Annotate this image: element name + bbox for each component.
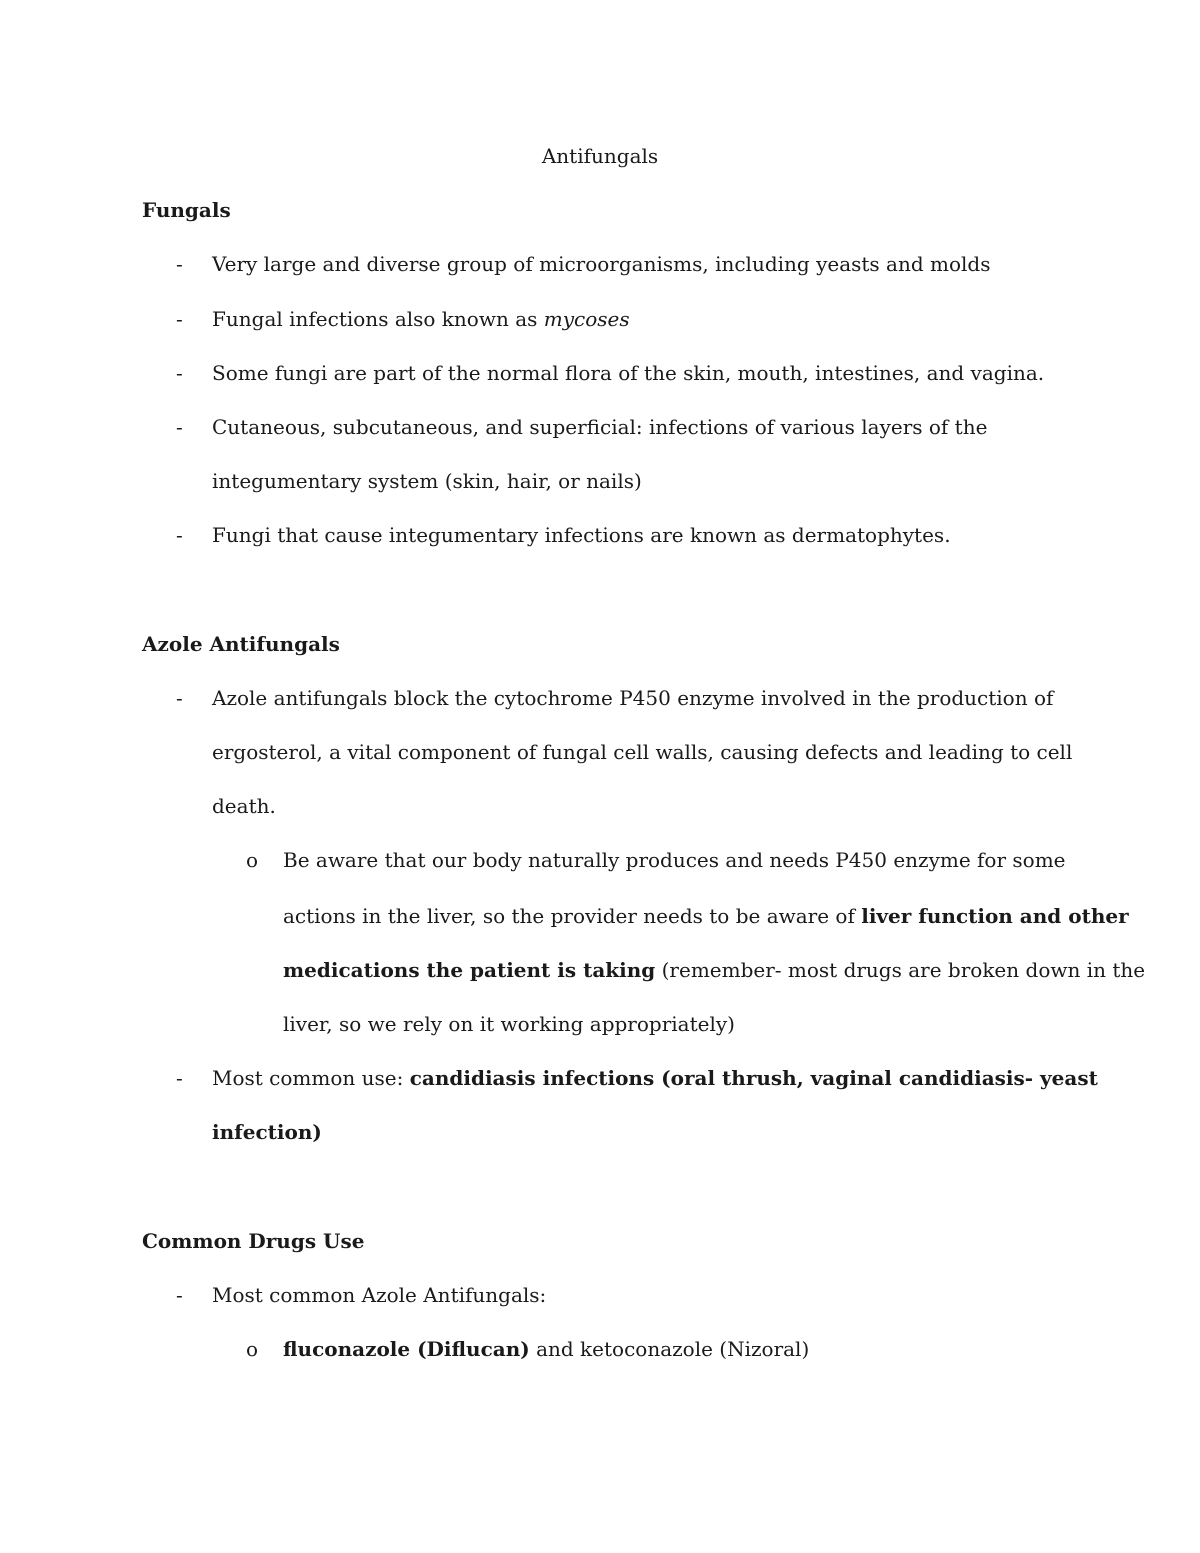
bullet-marker: -: [176, 307, 183, 331]
list-item: Some fungi are part of the normal flora of the skin, mouth, intestines, and vagina.: [212, 361, 1045, 385]
bullet-marker: -: [176, 415, 183, 439]
bold-text: fluconazole (Diflucan): [283, 1337, 530, 1361]
sub-bullet-marker: o: [246, 1337, 259, 1361]
sub-list-item-continuation: liver, so we rely on it working appropriately): [283, 1012, 735, 1036]
section-heading-fungals: Fungals: [142, 198, 231, 222]
sub-list-item-continuation: [283, 902, 1129, 930]
page-title: Antifungals: [541, 144, 659, 168]
sub-list-item: [283, 1335, 809, 1363]
bullet-marker: -: [176, 361, 183, 385]
bold-text: candidiasis infections (oral thrush, vaginal candidiasis- yeast: [409, 1066, 1098, 1090]
list-item: Most common Azole Antifungals:: [212, 1283, 547, 1307]
section-heading-azole: Azole Antifungals: [142, 632, 340, 656]
bullet-marker: -: [176, 1283, 183, 1307]
sub-bullet-marker: o: [246, 848, 259, 872]
section-heading-common-drugs: Common Drugs Use: [142, 1229, 365, 1253]
list-item-text: Fungal infections also known as: [212, 307, 544, 331]
sub-list-item-continuation: [283, 956, 1145, 984]
list-item-text: actions in the liver, so the provider needs to be aware of: [283, 904, 862, 928]
emphasis-text: mycoses: [543, 307, 630, 331]
list-item: Azole antifungals block the cytochrome P450 enzyme involved in the production of: [212, 686, 1054, 710]
bullet-marker: -: [176, 1066, 183, 1090]
bold-text: infection): [212, 1120, 322, 1144]
bullet-marker: -: [176, 686, 183, 710]
list-item-text: and ketoconazole (Nizoral): [529, 1337, 810, 1361]
list-item-continuation: [212, 1118, 322, 1146]
bold-text: medications the patient is taking: [283, 958, 656, 982]
list-item-text: Most common use:: [212, 1066, 410, 1090]
list-item: Cutaneous, subcutaneous, and superficial: infections of various layers of the: [212, 415, 988, 439]
list-item-continuation: ergosterol, a vital component of fungal cell walls, causing defects and leading to cell: [212, 740, 1073, 764]
list-item-continuation: death.: [212, 794, 276, 818]
list-item: Very large and diverse group of microorganisms, including yeasts and molds: [212, 252, 991, 276]
sub-list-item: Be aware that our body naturally produces and needs P450 enzyme for some: [283, 848, 1066, 872]
list-item: [212, 305, 630, 333]
bullet-marker: -: [176, 523, 183, 547]
list-item: [212, 1064, 1098, 1092]
list-item-continuation: integumentary system (skin, hair, or nails): [212, 469, 642, 493]
bullet-marker: -: [176, 252, 183, 276]
bold-text: liver function and other: [861, 904, 1129, 928]
list-item: Fungi that cause integumentary infections are known as dermatophytes.: [212, 523, 951, 547]
list-item-text: (remember- most drugs are broken down in the: [655, 958, 1146, 982]
